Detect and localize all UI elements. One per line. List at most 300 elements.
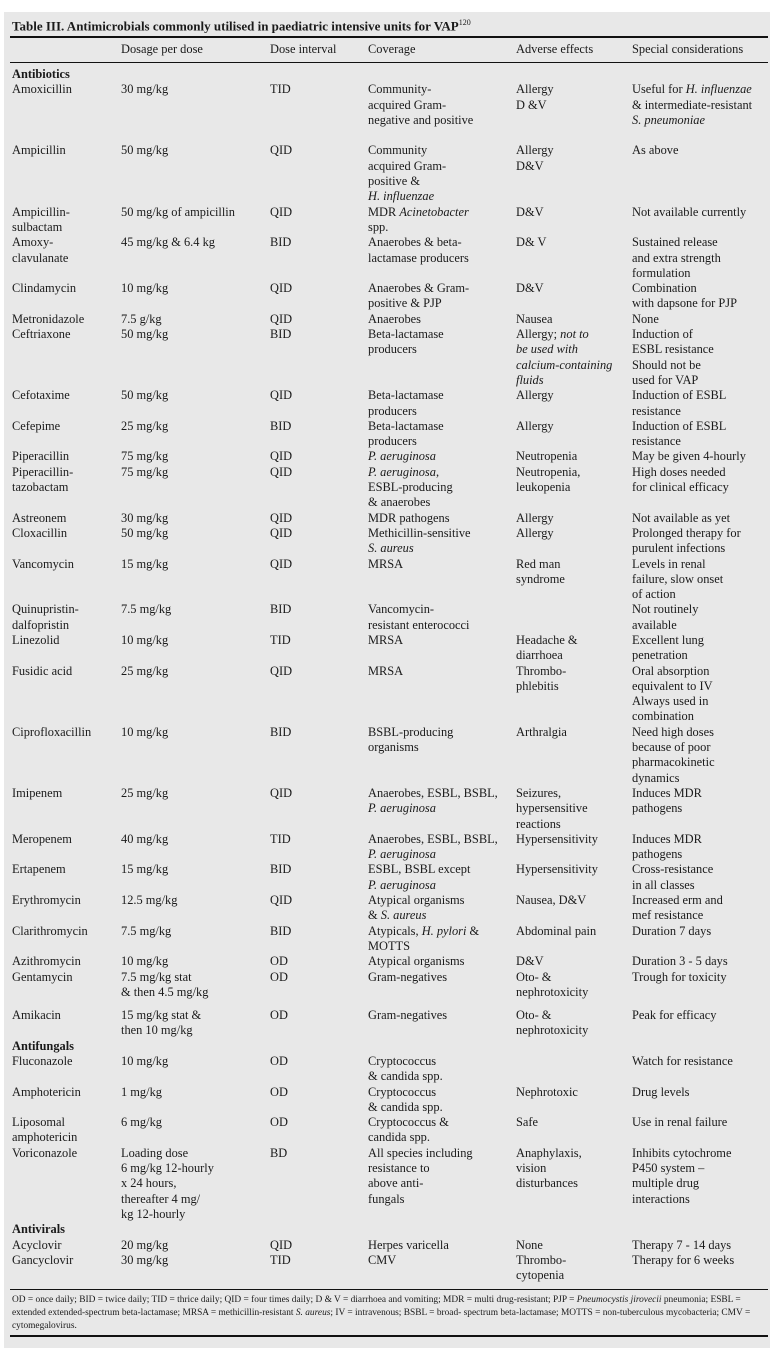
table-row: [4, 1008, 770, 1039]
cell-dose: [121, 1146, 270, 1222]
table-row: [4, 327, 770, 388]
cell-line: [632, 694, 768, 709]
cell-line: [632, 235, 768, 250]
text: leukopenia: [516, 480, 571, 495]
cell-line: [368, 786, 516, 801]
table-row: [4, 449, 770, 464]
text: sulbactam: [12, 219, 63, 234]
text: Gram-negatives: [368, 1008, 448, 1023]
table-row: [4, 143, 770, 204]
cell-drug: [12, 388, 121, 419]
cell-drug: [12, 862, 121, 893]
text: Anaphylaxis,: [516, 1145, 582, 1160]
text: OD: [270, 1008, 288, 1023]
cell-line: [368, 404, 516, 419]
cell-dose: [121, 633, 270, 664]
cell-line: [121, 281, 270, 296]
text: Community: [368, 143, 428, 158]
text: Ciprofloxacillin: [12, 724, 92, 739]
cell-line: [368, 862, 516, 877]
cell-line: [270, 511, 368, 526]
text: positive &: [368, 174, 420, 189]
cell-interval: [270, 602, 368, 633]
text: Allergy: [516, 388, 554, 403]
cell-interval: [270, 465, 368, 511]
cell-line: [516, 235, 632, 250]
cell-coverage: [368, 526, 516, 557]
cell-line: [516, 82, 632, 97]
cell-drug: [12, 281, 121, 312]
cell-line: [121, 862, 270, 877]
text: Anaerobes & beta-: [368, 235, 462, 250]
text: Anaerobes & Gram-: [368, 281, 470, 296]
column-header-special: Special considerations: [632, 42, 744, 56]
text: vision: [516, 1161, 547, 1176]
cell-adverse: [516, 664, 632, 725]
cell-coverage: [368, 924, 516, 955]
cell-special: [632, 419, 768, 450]
cell-line: [12, 220, 121, 235]
cell-line: [121, 1008, 270, 1023]
text: Therapy 7 - 14 days: [632, 1237, 732, 1252]
table-row: [4, 1238, 770, 1253]
text: Induces MDR: [632, 785, 702, 800]
cell-coverage: [368, 893, 516, 924]
cell-line: [632, 587, 768, 602]
table-panel: [4, 12, 770, 1348]
text: 1 mg/kg: [121, 1084, 162, 1099]
text: 15 mg/kg stat &: [121, 1008, 202, 1023]
text: Erythromycin: [12, 893, 81, 908]
text: Astreonem: [12, 510, 67, 525]
cell-line: [632, 664, 768, 679]
cell-line: [368, 251, 516, 266]
text: Cefotaxime: [12, 388, 70, 403]
cell-drug: [12, 924, 121, 955]
text: Duration 7 days: [632, 923, 712, 938]
cell-line: [516, 143, 632, 158]
cell-coverage: [368, 388, 516, 419]
cell-coverage: [368, 954, 516, 969]
cell-line: [368, 235, 516, 250]
text: Fluconazole: [12, 1054, 73, 1068]
cell-line: [516, 1008, 632, 1023]
cell-line: [270, 1238, 368, 1253]
text: Need high doses: [632, 724, 714, 739]
cell-line: [516, 327, 632, 342]
cell-line: [270, 1085, 368, 1100]
text: D& V: [516, 235, 547, 250]
cell-line: [632, 312, 768, 327]
cell-dose: [121, 511, 270, 526]
cell-line: [12, 1115, 121, 1130]
table-row: [4, 832, 770, 863]
text: cytopenia: [516, 1268, 565, 1283]
cell-drug: [12, 832, 121, 863]
text: BSBL-producing: [368, 724, 454, 739]
cell-interval: [270, 511, 368, 526]
text: BID: [270, 724, 292, 739]
text: BD: [270, 1145, 288, 1160]
cell-line: [516, 342, 632, 357]
text: Induction of: [632, 327, 693, 342]
italic-text: calcium-containing: [516, 357, 613, 372]
cell-line: [12, 235, 121, 250]
text: Should not be: [632, 357, 701, 372]
cell-line: [368, 220, 516, 235]
cell-adverse: [516, 526, 632, 557]
column-header-interval: Dose interval: [270, 42, 337, 56]
cell-line: [270, 893, 368, 908]
text: lactamase producers: [368, 250, 469, 265]
cell-interval: [270, 312, 368, 327]
text: Ceftriaxone: [12, 327, 71, 342]
cell-line: [121, 327, 270, 342]
text: resistance: [632, 403, 681, 418]
cell-line: [12, 511, 121, 526]
text: resistance: [632, 434, 681, 449]
cell-line: [632, 358, 768, 373]
text: QID: [270, 663, 293, 678]
cell-special: [632, 725, 768, 786]
cell-special: [632, 143, 768, 204]
cell-line: [368, 664, 516, 679]
cell-coverage: [368, 1008, 516, 1039]
text: Abdominal pain: [516, 923, 597, 938]
text: Cryptococcus &: [368, 1115, 449, 1130]
text: 75 mg/kg: [121, 449, 169, 464]
text: MRSA: [368, 556, 404, 571]
cell-line: [632, 1253, 768, 1268]
cell-line: [632, 602, 768, 617]
text: D&V: [516, 158, 544, 173]
italic-text: be used with: [516, 342, 578, 357]
column-header-coverage: Coverage: [368, 42, 416, 56]
cell-line: [270, 82, 368, 97]
table-row: [4, 786, 770, 832]
text: Therapy for 6 weeks: [632, 1252, 735, 1267]
text: Anaerobes, ESBL, BSBL,: [368, 831, 498, 846]
cell-line: [368, 296, 516, 311]
cell-line: [270, 1115, 368, 1130]
cell-interval: [270, 281, 368, 312]
cell-coverage: [368, 1146, 516, 1222]
section-heading: Antibiotics: [12, 67, 70, 81]
text: reactions: [516, 816, 561, 831]
text: Drug levels: [632, 1084, 690, 1099]
cell-line: [632, 633, 768, 648]
cell-line: [121, 1238, 270, 1253]
cell-line: [516, 572, 632, 587]
cell-coverage: [368, 786, 516, 832]
text: All species including: [368, 1145, 473, 1160]
cell-adverse: [516, 82, 632, 128]
table-row: [4, 954, 770, 969]
table-row: [4, 511, 770, 526]
cell-line: [121, 1253, 270, 1268]
cell-line: [632, 847, 768, 862]
cell-dose: [121, 862, 270, 893]
cell-dose: [121, 786, 270, 832]
text: None: [632, 311, 659, 326]
cell-line: [632, 526, 768, 541]
text: QID: [270, 1237, 293, 1252]
cell-line: [121, 832, 270, 847]
cell-line: [270, 419, 368, 434]
text: Amoxy-: [12, 235, 54, 250]
cell-line: [632, 954, 768, 969]
cell-line: [368, 1115, 516, 1130]
cell-special: [632, 954, 768, 969]
cell-line: [516, 358, 632, 373]
cell-line: [632, 143, 768, 158]
cell-line: [516, 511, 632, 526]
cell-line: [632, 1161, 768, 1176]
text: Metronidazole: [12, 311, 85, 326]
cell-special: [632, 281, 768, 312]
cell-line: [121, 419, 270, 434]
bottom-rule: [10, 1335, 768, 1337]
text: D&V: [516, 954, 544, 969]
cell-line: [516, 1253, 632, 1268]
text: Induces MDR: [632, 831, 702, 846]
text: mef resistance: [632, 908, 704, 923]
text: acquired Gram-: [368, 97, 447, 112]
cell-adverse: [516, 235, 632, 281]
cell-line: [632, 709, 768, 724]
table-row: [4, 526, 770, 557]
italic-text: Acinetobacter: [399, 204, 469, 219]
cell-drug: [12, 1054, 121, 1085]
text: Liposomal: [12, 1115, 65, 1130]
text: with dapsone for PJP: [632, 296, 737, 311]
text: ; IV = intravenous; BSBL = broad- spectrum beta-lactamase; MOTTS = non-tuberculous mycobacteria; CMV = cytomegalovirus.: [12, 1308, 751, 1331]
cell-line: [368, 633, 516, 648]
text: positive & PJP: [368, 296, 442, 311]
cell-dose: [121, 725, 270, 786]
cell-drug: [12, 511, 121, 526]
text: QID: [270, 464, 293, 479]
cell-line: [12, 251, 121, 266]
text: Safe: [516, 1115, 539, 1130]
cell-line: [121, 602, 270, 617]
text: Allergy: [516, 525, 554, 540]
text: Arthralgia: [516, 724, 567, 739]
cell-interval: [270, 1115, 368, 1146]
text: Anaerobes, ESBL, BSBL,: [368, 785, 498, 800]
text: amphotericin: [12, 1130, 78, 1145]
text: thereafter 4 mg/: [121, 1191, 201, 1206]
cell-line: [121, 465, 270, 480]
text: Sustained release: [632, 235, 718, 250]
cell-line: [368, 1192, 516, 1207]
table-row: [4, 281, 770, 312]
cell-adverse: [516, 633, 632, 664]
cell-line: [516, 970, 632, 985]
cell-drug: [12, 449, 121, 464]
cell-dose: [121, 465, 270, 511]
cell-adverse: [516, 893, 632, 924]
cell-coverage: [368, 449, 516, 464]
cell-coverage: [368, 1115, 516, 1146]
cell-coverage: [368, 832, 516, 863]
table-row: [4, 1253, 770, 1284]
cell-line: [368, 113, 516, 128]
cell-interval: [270, 82, 368, 128]
cell-interval: [270, 526, 368, 557]
cell-line: [632, 618, 768, 633]
cell-adverse: [516, 1054, 632, 1085]
text: 6 mg/kg: [121, 1115, 162, 1130]
text: QID: [270, 556, 293, 571]
cell-line: [632, 1146, 768, 1161]
table-row: [4, 970, 770, 1009]
text: Cryptococcus: [368, 1054, 437, 1068]
cell-drug: [12, 327, 121, 388]
text: ESBL-producing: [368, 480, 453, 495]
cell-line: [516, 449, 632, 464]
cell-line: [121, 1192, 270, 1207]
cell-line: [12, 618, 121, 633]
footnote: [12, 1294, 764, 1333]
text: 40 mg/kg: [121, 831, 169, 846]
cell-line: [270, 1008, 368, 1023]
text: Allergy: [516, 143, 554, 158]
cell-drug: [12, 82, 121, 128]
cell-line: [12, 281, 121, 296]
cell-special: [632, 449, 768, 464]
cell-line: [368, 174, 516, 189]
cell-drug: [12, 954, 121, 969]
cell-line: [632, 296, 768, 311]
cell-dose: [121, 143, 270, 204]
cell-line: [516, 1268, 632, 1283]
text: D&V: [516, 204, 544, 219]
cell-line: [632, 725, 768, 740]
cell-line: [368, 847, 516, 862]
cell-line: [12, 1008, 121, 1023]
text: above anti-: [368, 1176, 424, 1191]
cell-adverse: [516, 449, 632, 464]
cell-dose: [121, 205, 270, 236]
text: D&V: [516, 281, 544, 296]
cell-line: [270, 924, 368, 939]
text: and extra strength: [632, 250, 721, 265]
cell-dose: [121, 954, 270, 969]
cell-line: [632, 434, 768, 449]
cell-line: [121, 143, 270, 158]
text: Allergy: [516, 510, 554, 525]
text: of action: [632, 587, 676, 602]
cell-drug: [12, 970, 121, 1001]
cell-adverse: [516, 1238, 632, 1253]
cell-line: [121, 557, 270, 572]
cell-drug: [12, 893, 121, 924]
text: disturbances: [516, 1176, 578, 1191]
text: Vancomycin-: [368, 602, 435, 617]
table-body: [4, 67, 770, 1283]
cell-special: [632, 602, 768, 633]
text: interactions: [632, 1191, 690, 1206]
text: 50 mg/kg: [121, 388, 169, 403]
cell-drug: [12, 1253, 121, 1284]
italic-text: P. aeruginosa: [368, 449, 436, 464]
cell-line: [632, 572, 768, 587]
cell-line: [12, 1085, 121, 1100]
cell-dose: [121, 419, 270, 450]
text: resistant enterococci: [368, 617, 470, 632]
cell-special: [632, 82, 768, 128]
italic-text: H. pylori: [421, 923, 467, 938]
cell-line: [368, 924, 516, 939]
cell-special: [632, 970, 768, 1001]
text: Methicillin-sensitive: [368, 525, 471, 540]
cell-line: [632, 893, 768, 908]
cell-coverage: [368, 1054, 516, 1085]
cell-line: [632, 98, 768, 113]
cell-dose: [121, 312, 270, 327]
cell-line: [12, 970, 121, 985]
text: kg 12-hourly: [121, 1206, 186, 1221]
table-row: [4, 82, 770, 143]
text: QID: [270, 204, 293, 219]
text: 20 mg/kg: [121, 1237, 169, 1252]
text: 25 mg/kg: [121, 663, 169, 678]
text: pneumonia; ESBL = extended extended-spectrum beta-lactamase; MRSA = methicillin-resistant: [12, 1295, 741, 1318]
cell-adverse: [516, 725, 632, 786]
text: MOTTS: [368, 938, 410, 953]
text: Cryptococcus: [368, 1084, 437, 1099]
cell-line: [12, 82, 121, 97]
cell-dose: [121, 1085, 270, 1116]
cell-line: [12, 480, 121, 495]
text: 10 mg/kg: [121, 724, 169, 739]
cell-line: [121, 235, 270, 250]
text: Thrombo-: [516, 663, 567, 678]
text: Always used in: [632, 694, 709, 709]
text: QID: [270, 893, 293, 908]
table-row: [4, 388, 770, 419]
cell-line: [121, 985, 270, 1000]
table-row: [4, 465, 770, 511]
cell-line: [516, 633, 632, 648]
cell-line: [368, 954, 516, 969]
cell-drug: [12, 664, 121, 725]
cell-line: [368, 1069, 516, 1084]
cell-special: [632, 633, 768, 664]
cell-line: [121, 1207, 270, 1222]
cell-line: [121, 1115, 270, 1130]
top-rule: [10, 36, 768, 38]
text: Quinupristin-: [12, 602, 79, 617]
cell-line: [632, 281, 768, 296]
table-row: [4, 893, 770, 924]
cell-special: [632, 893, 768, 924]
cell-line: [270, 465, 368, 480]
cell-adverse: [516, 281, 632, 312]
cell-line: [516, 679, 632, 694]
cell-line: [516, 526, 632, 541]
cell-dose: [121, 557, 270, 603]
cell-special: [632, 235, 768, 281]
cell-line: [12, 664, 121, 679]
cell-dose: [121, 1238, 270, 1253]
cell-line: [516, 312, 632, 327]
cell-adverse: [516, 786, 632, 832]
text: ESBL resistance: [632, 342, 714, 357]
cell-adverse: [516, 327, 632, 388]
cell-line: [270, 235, 368, 250]
